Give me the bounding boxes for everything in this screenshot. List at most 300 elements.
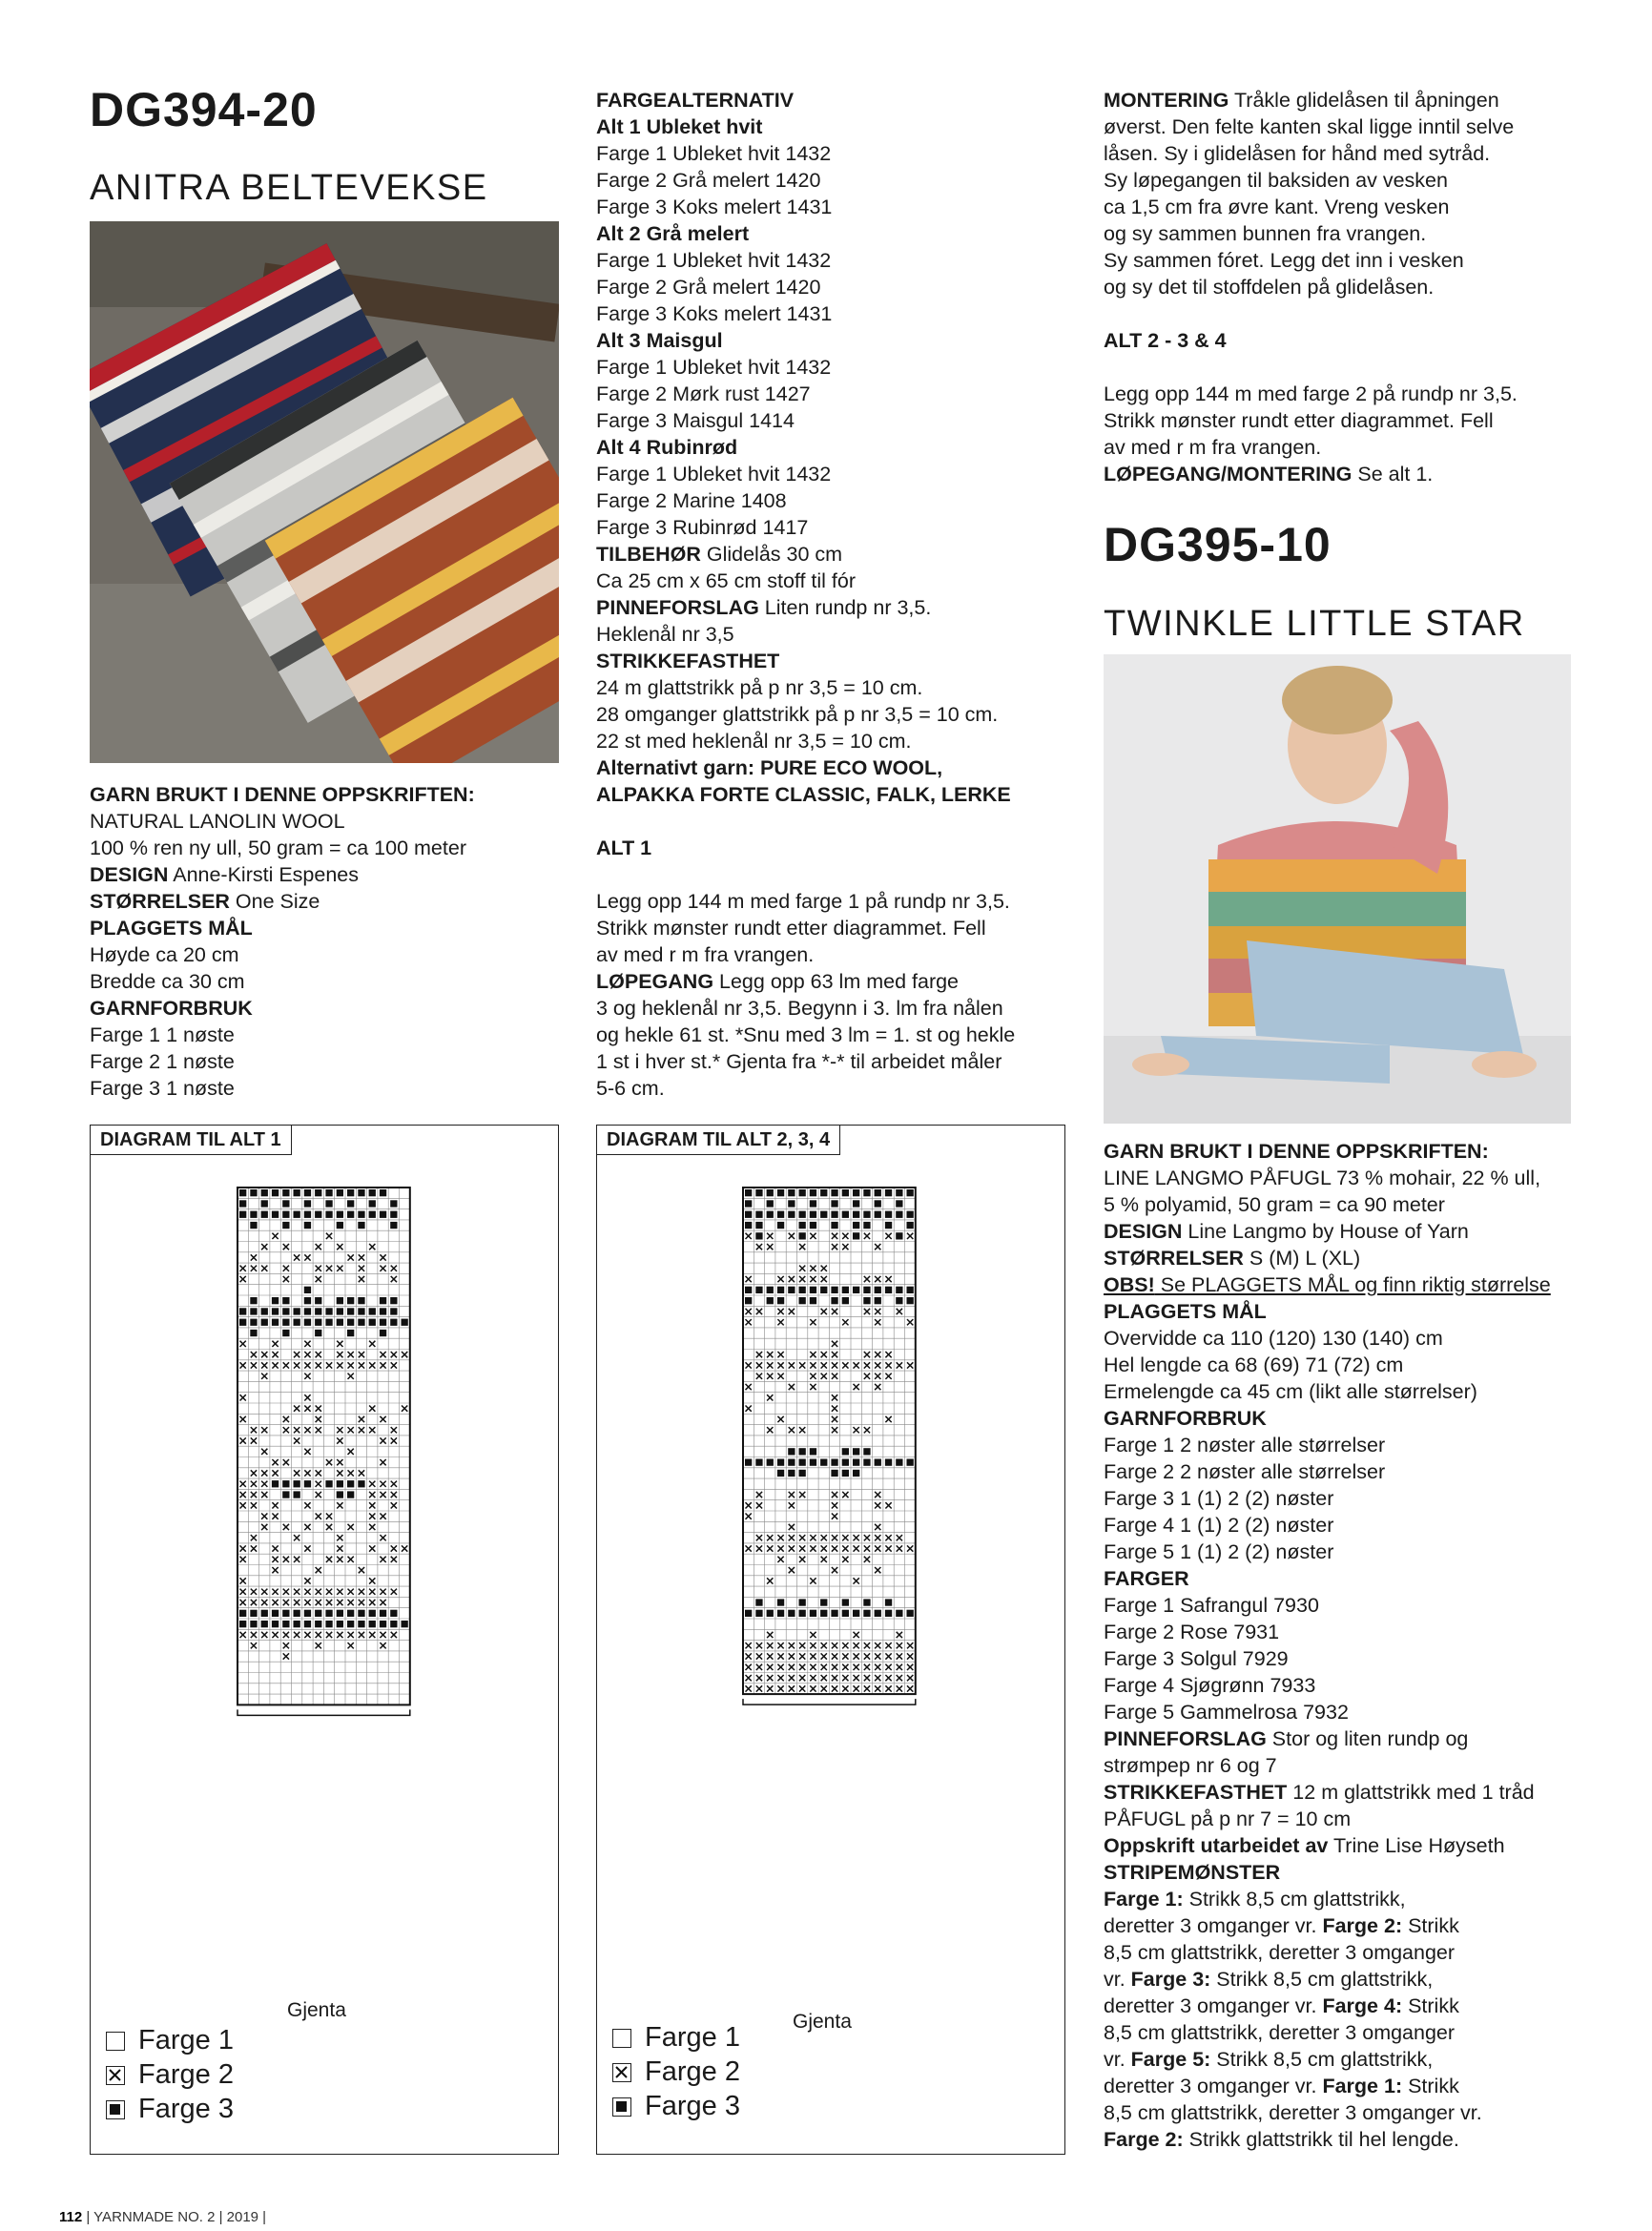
stitch-farge3 [831, 1211, 837, 1218]
pattern-code-2: DG395-10 [1104, 518, 1332, 571]
knitting-chart-alt1 [237, 1187, 411, 1717]
stitch-farge3 [358, 1211, 364, 1218]
stitch-farge3 [390, 1610, 397, 1617]
stitch-farge3 [875, 1610, 881, 1617]
text-line [596, 781, 1015, 808]
stitch-farge3 [885, 1189, 892, 1196]
text-value: Farge 1 Ubleket hvit 1432 [596, 142, 832, 165]
stitch-farge3 [347, 1189, 354, 1196]
text-line [596, 274, 1015, 300]
stitch-farge3 [863, 1189, 870, 1196]
stitch-farge3 [907, 1222, 914, 1229]
stitch-farge3 [863, 1599, 870, 1605]
text-value: Trine Lise Høyseth [1328, 1834, 1505, 1857]
legend-label: Farge 2 [138, 2059, 234, 2090]
text-value: Strikk 8,5 cm glattstrikk, [1183, 1888, 1406, 1911]
text-value: Sy sammen fóret. Legg det inn i vesken [1104, 249, 1464, 272]
text-line [1104, 327, 1518, 354]
text-line [1104, 1378, 1551, 1405]
text-value: Ca 25 cm x 65 cm stoff til fór [596, 569, 857, 592]
stitch-farge3 [369, 1308, 376, 1314]
stitch-farge3 [755, 1599, 762, 1605]
text-line [1104, 1725, 1551, 1752]
text-value: Tråkle glidelåsen til åpningen [1229, 89, 1499, 112]
stitch-farge3 [907, 1297, 914, 1304]
text-line [90, 968, 475, 995]
stitch-farge3 [358, 1222, 364, 1229]
stitch-farge3 [272, 1480, 279, 1487]
stitch-farge3 [831, 1287, 837, 1293]
text-line [596, 888, 1015, 915]
filled-square-icon [612, 2097, 631, 2117]
repeat-label: Gjenta [793, 2011, 852, 2033]
text-label: FARGER [1104, 1567, 1189, 1590]
pattern-code: DG394-20 [90, 83, 318, 136]
stitch-farge3 [853, 1448, 859, 1455]
stitch-farge3 [896, 1459, 902, 1466]
color-alternatives-text [596, 87, 1015, 1102]
text-line [1104, 2073, 1551, 2099]
stitch-farge3 [853, 1287, 859, 1293]
stitch-farge3 [380, 1189, 386, 1196]
stitch-farge3 [799, 1189, 806, 1196]
text-value: Farge 1 1 nøste [90, 1023, 235, 1046]
text-line [596, 407, 1015, 434]
stitch-farge3 [304, 1308, 311, 1314]
stitch-farge3 [799, 1211, 806, 1218]
stitch-farge3 [820, 1287, 827, 1293]
text-line [1104, 1405, 1551, 1432]
stitch-farge3 [767, 1189, 774, 1196]
stitch-farge3 [261, 1621, 268, 1627]
text-line [1104, 1512, 1551, 1539]
stitch-farge3 [380, 1308, 386, 1314]
stitch-farge3 [745, 1189, 752, 1196]
text-label: Farge 1: [1104, 1888, 1184, 1911]
stitch-farge3 [390, 1211, 397, 1218]
stitch-farge3 [390, 1222, 397, 1229]
text-line [90, 915, 475, 941]
text-label: PLAGGETS MÅL [1104, 1300, 1267, 1323]
text-line [1104, 167, 1518, 194]
stitch-farge3 [875, 1297, 881, 1304]
empty-square-icon [106, 2032, 125, 2051]
text-line [1104, 1191, 1551, 1218]
text-value: Liten rundp nr 3,5. [758, 596, 932, 619]
text-line [1104, 381, 1518, 407]
stitch-farge3 [885, 1459, 892, 1466]
stitch-farge3 [250, 1297, 257, 1304]
stitch-farge3 [304, 1222, 311, 1229]
stitch-farge3 [885, 1222, 892, 1229]
text-line [1104, 1432, 1551, 1458]
diagram-alt1-frame [90, 1125, 559, 2155]
text-label: Farge 2: [1104, 2128, 1184, 2151]
stitch-farge3 [863, 1287, 870, 1293]
text-line [596, 674, 1015, 701]
text-value: av med r m fra vrangen. [1104, 436, 1322, 459]
yarn-specs [90, 781, 475, 1102]
text-line [90, 995, 475, 1022]
stitch-farge3 [337, 1610, 343, 1617]
stitch-farge3 [907, 1189, 914, 1196]
text-line [596, 247, 1015, 274]
stitch-farge3 [745, 1610, 752, 1617]
stitch-farge3 [347, 1308, 354, 1314]
text-label: Alt 2 Grå melert [596, 222, 750, 245]
legend-label: Farge 3 [138, 2094, 234, 2124]
text-value: Ermelengde ca 45 cm (likt alle størrelser) [1104, 1380, 1477, 1403]
stitch-farge3 [745, 1459, 752, 1466]
stitch-farge3 [272, 1308, 279, 1314]
cross-square-icon [612, 2063, 631, 2082]
stitch-farge3 [842, 1470, 849, 1477]
filled-square-icon [106, 2100, 125, 2119]
text-line [596, 728, 1015, 754]
text-value: 8,5 cm glattstrikk, deretter 3 omganger [1104, 1941, 1456, 1964]
text-line [596, 995, 1015, 1022]
text-line [1104, 194, 1518, 220]
stitch-farge3 [755, 1222, 762, 1229]
stitch-farge3 [810, 1448, 816, 1455]
text-label: DESIGN [90, 863, 169, 886]
stitch-farge3 [863, 1222, 870, 1229]
legend-label: Farge 2 [645, 2056, 740, 2087]
stitch-farge3 [304, 1189, 311, 1196]
stitch-farge3 [767, 1287, 774, 1293]
text-label: GARN BRUKT I DENNE OPPSKRIFTEN: [1104, 1140, 1489, 1163]
text-value: Farge 2 2 nøster alle størrelser [1104, 1460, 1386, 1483]
stitch-farge3 [853, 1459, 859, 1466]
stitch-farge3 [755, 1459, 762, 1466]
text-label: ALT 1 [596, 837, 652, 859]
text-value: Høyde ca 20 cm [90, 943, 239, 966]
legend-farge3 [106, 2094, 234, 2125]
stitch-farge3 [788, 1459, 795, 1466]
stitch-farge3 [261, 1319, 268, 1326]
stitch-farge3 [745, 1297, 752, 1304]
stitch-farge3 [239, 1621, 246, 1627]
text-line [90, 835, 475, 861]
text-value: Farge 2 1 nøste [90, 1050, 235, 1073]
text-label: STRIKKEFASTHET [1104, 1781, 1288, 1804]
text-value: strømpep nr 6 og 7 [1104, 1754, 1277, 1777]
stitch-farge3 [337, 1297, 343, 1304]
stitch-farge3 [853, 1189, 859, 1196]
stitch-farge3 [250, 1330, 257, 1336]
stitch-farge3 [788, 1610, 795, 1617]
text-value: vr. [1104, 2048, 1131, 2071]
text-line [1104, 2019, 1551, 2046]
stitch-farge3 [842, 1448, 849, 1455]
stitch-farge3 [885, 1211, 892, 1218]
stitch-farge3 [390, 1200, 397, 1207]
stitch-farge3 [853, 1470, 859, 1477]
stitch-farge3 [250, 1308, 257, 1314]
text-line [596, 594, 1015, 621]
stitch-farge3 [810, 1287, 816, 1293]
text-line [596, 701, 1015, 728]
text-label: Farge 2: [1322, 1914, 1403, 1937]
stitch-farge3 [315, 1319, 321, 1326]
text-value: Farge 3 1 (1) 2 (2) nøster [1104, 1487, 1334, 1510]
text-line [1104, 1806, 1551, 1832]
stitch-farge3 [325, 1189, 332, 1196]
stitch-farge3 [294, 1480, 300, 1487]
text-value: 5 % polyamid, 50 gram = ca 90 meter [1104, 1193, 1445, 1216]
text-value: Farge 2 Rose 7931 [1104, 1621, 1280, 1643]
text-line [596, 327, 1015, 354]
stitch-farge3 [831, 1189, 837, 1196]
stitch-farge3 [304, 1621, 311, 1627]
text-label: OBS! [1104, 1273, 1155, 1296]
stitch-farge3 [810, 1610, 816, 1617]
beltevekse-illustration [90, 221, 559, 763]
stitch-farge3 [907, 1287, 914, 1293]
text-label: LØPEGANG/MONTERING [1104, 463, 1353, 485]
stitch-farge3 [799, 1222, 806, 1229]
text-value: 24 m glattstrikk på p nr 3,5 = 10 cm. [596, 676, 923, 699]
text-value: 28 omganger glattstrikk på p nr 3,5 = 10 cm. [596, 703, 999, 726]
stitch-farge3 [250, 1222, 257, 1229]
text-line [90, 781, 475, 808]
text-line [596, 381, 1015, 407]
text-line [1104, 1993, 1551, 2019]
stitch-farge3 [820, 1599, 827, 1605]
text-value: øverst. Den felte kanten skal ligge inntil selve [1104, 115, 1515, 138]
text-line [1104, 1699, 1551, 1725]
repeat-bracket [743, 1699, 916, 1704]
stitch-farge3 [304, 1200, 311, 1207]
text-line [596, 487, 1015, 514]
text-label: Farge 1: [1322, 2075, 1403, 2097]
text-label: PLAGGETS MÅL [90, 917, 253, 940]
text-value: Farge 1 Ubleket hvit 1432 [596, 463, 832, 485]
stitch-farge3 [347, 1491, 354, 1498]
stitch-farge3 [358, 1621, 364, 1627]
text-value: Farge 1 Ubleket hvit 1432 [596, 356, 832, 379]
stitch-farge3 [755, 1287, 762, 1293]
text-value: Farge 3 Koks melert 1431 [596, 302, 833, 325]
diagram-alt234-title: DIAGRAM TIL ALT 2, 3, 4 [596, 1125, 840, 1155]
stitch-farge3 [369, 1211, 376, 1218]
text-value: Line Langmo by House of Yarn [1182, 1220, 1469, 1243]
text-line [1104, 1966, 1551, 1993]
stitch-farge3 [369, 1189, 376, 1196]
stitch-farge3 [767, 1200, 774, 1207]
text-line [1104, 1218, 1551, 1245]
stitch-farge3 [896, 1297, 902, 1304]
stitch-farge3 [347, 1211, 354, 1218]
stitch-farge3 [863, 1297, 870, 1304]
stitch-farge3 [380, 1610, 386, 1617]
text-line [1104, 140, 1518, 167]
stitch-farge3 [755, 1232, 762, 1239]
stitch-farge3 [853, 1200, 859, 1207]
stitch-farge3 [755, 1189, 762, 1196]
text-value: Farge 1 Safrangul 7930 [1104, 1594, 1319, 1617]
text-value: S (M) L (XL) [1243, 1247, 1361, 1270]
text-label: Farge 3: [1130, 1968, 1211, 1991]
text-line [1104, 407, 1518, 434]
stitch-farge3 [810, 1459, 816, 1466]
stitch-farge3 [831, 1459, 837, 1466]
stitch-farge3 [402, 1319, 408, 1326]
text-line [596, 915, 1015, 941]
stitch-farge3 [250, 1319, 257, 1326]
stitch-farge3 [853, 1232, 859, 1239]
text-value: Overvidde ca 110 (120) 130 (140) cm [1104, 1327, 1443, 1350]
stitch-farge3 [337, 1189, 343, 1196]
stitch-farge3 [282, 1610, 289, 1617]
stitch-farge3 [390, 1308, 397, 1314]
stitch-farge3 [745, 1222, 752, 1229]
stitch-farge3 [347, 1200, 354, 1207]
text-label: ALT 2 - 3 & 4 [1104, 329, 1227, 352]
stitch-farge3 [810, 1200, 816, 1207]
stitch-farge3 [358, 1610, 364, 1617]
stitch-farge3 [304, 1211, 311, 1218]
stitch-farge3 [896, 1232, 902, 1239]
legend-farge3 [612, 2091, 740, 2122]
stitch-farge3 [282, 1200, 289, 1207]
stitch-farge3 [315, 1610, 321, 1617]
text-value: Farge 3 Solgul 7929 [1104, 1647, 1289, 1670]
text-line [596, 835, 1015, 861]
text-line [1104, 247, 1518, 274]
stitch-farge3 [325, 1610, 332, 1617]
stitch-farge3 [755, 1211, 762, 1218]
assembly-text [1104, 87, 1518, 487]
stitch-farge3 [788, 1470, 795, 1477]
text-line [596, 754, 1015, 781]
stitch-farge3 [799, 1448, 806, 1455]
text-line [90, 1075, 475, 1102]
stitch-farge3 [777, 1297, 784, 1304]
stitch-farge3 [347, 1480, 354, 1487]
stitch-farge3 [337, 1319, 343, 1326]
stitch-farge3 [239, 1211, 246, 1218]
stitch-farge3 [304, 1287, 311, 1293]
stitch-farge3 [347, 1610, 354, 1617]
repeat-label: Gjenta [287, 1999, 346, 2021]
text-label: STRIPEMØNSTER [1104, 1861, 1281, 1884]
stitch-farge3 [239, 1610, 246, 1617]
text-value: LINE LANGMO PÅFUGL 73 % mohair, 22 % ull, [1104, 1167, 1541, 1189]
text-value: Farge 3 Koks melert 1431 [596, 196, 833, 218]
text-line [1104, 1859, 1551, 1886]
text-label: GARNFORBRUK [1104, 1407, 1267, 1430]
stitch-farge3 [820, 1211, 827, 1218]
stitch-farge3 [755, 1610, 762, 1617]
stitch-farge3 [896, 1189, 902, 1196]
text-value: Strikk glattstrikk til hel lengde. [1183, 2128, 1459, 2151]
pattern-title: ANITRA BELTEVEKSE [90, 168, 488, 208]
text-line [596, 434, 1015, 461]
text-line [1104, 1325, 1551, 1352]
blank-line [1104, 300, 1518, 327]
pattern-title-2: TWINKLE LITTLE STAR [1104, 604, 1525, 644]
stitch-farge3 [261, 1200, 268, 1207]
legend-farge2 [612, 2056, 740, 2088]
stitch-farge3 [304, 1319, 311, 1326]
text-line [1104, 1886, 1551, 1912]
text-value: Farge 4 1 (1) 2 (2) nøster [1104, 1514, 1334, 1537]
stitch-farge3 [863, 1610, 870, 1617]
stitch-farge3 [315, 1621, 321, 1627]
text-label: STØRRELSER [1104, 1247, 1244, 1270]
text-label: FARGEALTERNATIV [596, 89, 795, 112]
stitch-farge3 [390, 1621, 397, 1627]
stitch-farge3 [282, 1480, 289, 1487]
text-line [90, 1048, 475, 1075]
blank-line [1104, 354, 1518, 381]
text-value: Strikk 8,5 cm glattstrikk, [1210, 1968, 1434, 1991]
text-value: ca 1,5 cm fra øvre kant. Vreng vesken [1104, 196, 1450, 218]
stitch-farge3 [777, 1287, 784, 1293]
stitch-farge3 [250, 1211, 257, 1218]
text-value: Se PLAGGETS MÅL og finn riktig størrelse [1154, 1273, 1551, 1296]
stitch-farge3 [799, 1599, 806, 1605]
text-value: Farge 4 Sjøgrønn 7933 [1104, 1674, 1316, 1697]
text-line [596, 514, 1015, 541]
stitch-farge3 [777, 1211, 784, 1218]
text-value: 3 og heklenål nr 3,5. Begynn i 3. lm fra nålen [596, 997, 1003, 1020]
text-line [596, 300, 1015, 327]
text-value: Legg opp 144 m med farge 1 på rundp nr 3,5. [596, 890, 1010, 913]
stitch-farge3 [875, 1189, 881, 1196]
stitch-farge3 [810, 1297, 816, 1304]
text-value: deretter 3 omganger vr. [1104, 1914, 1323, 1937]
text-line [1104, 220, 1518, 247]
text-line [90, 1022, 475, 1048]
text-value: Farge 5 1 (1) 2 (2) nøster [1104, 1540, 1334, 1563]
stitch-farge3 [315, 1189, 321, 1196]
legend-farge1 [106, 2025, 234, 2056]
stitch-farge3 [337, 1211, 343, 1218]
text-line [596, 1048, 1015, 1075]
text-value: Farge 5 Gammelrosa 7932 [1104, 1701, 1349, 1724]
stitch-farge3 [885, 1610, 892, 1617]
text-value: Glidelås 30 cm [700, 543, 843, 566]
text-line [596, 194, 1015, 220]
text-line [90, 941, 475, 968]
stitch-farge3 [810, 1222, 816, 1229]
stitch-farge3 [282, 1189, 289, 1196]
stitch-farge3 [337, 1222, 343, 1229]
text-line [1104, 1939, 1551, 1966]
text-line [1104, 1485, 1551, 1512]
text-line [596, 968, 1015, 995]
stitch-farge3 [810, 1211, 816, 1218]
text-value: og sy det til stoffdelen på glidelåsen. [1104, 276, 1435, 299]
stitch-farge3 [745, 1200, 752, 1207]
stitch-farge3 [358, 1189, 364, 1196]
stitch-farge3 [358, 1297, 364, 1304]
stitch-farge3 [788, 1287, 795, 1293]
stitch-farge3 [875, 1211, 881, 1218]
legend-farge2 [106, 2059, 234, 2091]
text-label: Oppskrift utarbeidet av [1104, 1834, 1329, 1857]
stitch-farge3 [347, 1330, 354, 1336]
stitch-farge3 [788, 1211, 795, 1218]
text-line [1104, 2099, 1551, 2126]
text-line [1104, 1165, 1551, 1191]
stitch-farge3 [239, 1200, 246, 1207]
sweater-specs [1104, 1138, 1551, 2153]
stitch-farge3 [347, 1319, 354, 1326]
text-label: LØPEGANG [596, 970, 714, 993]
